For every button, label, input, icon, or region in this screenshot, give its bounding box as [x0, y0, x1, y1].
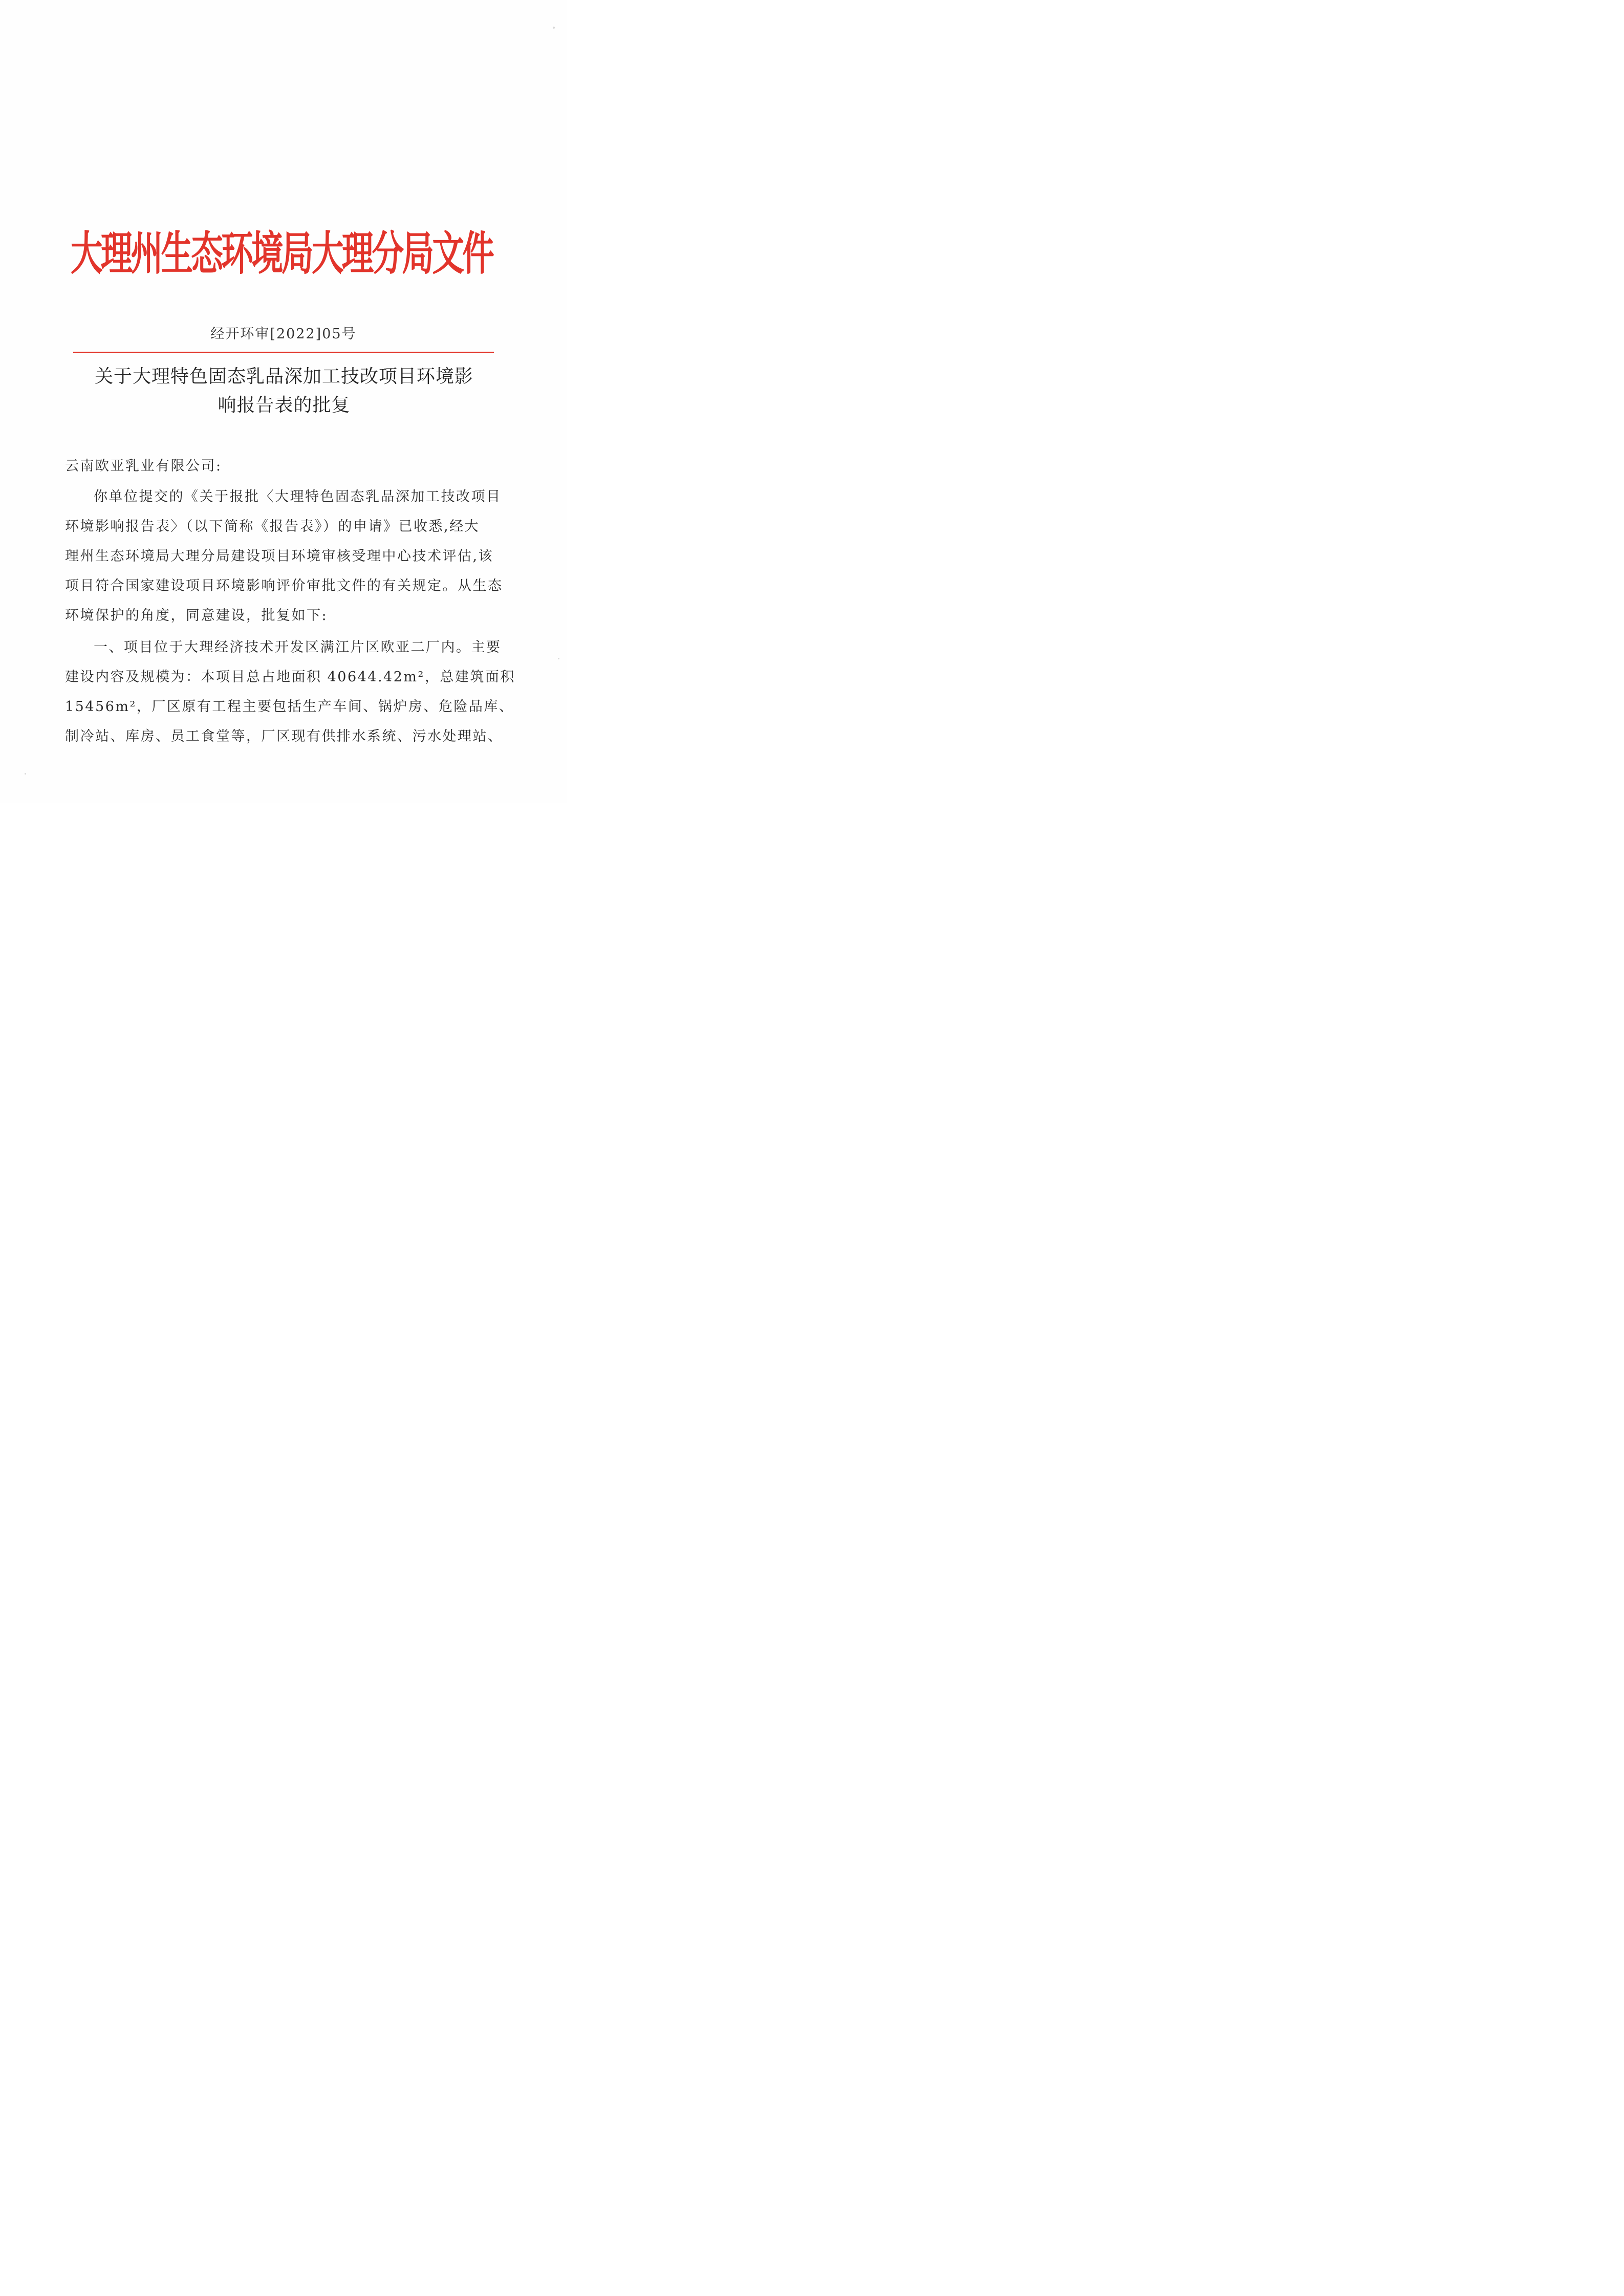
scan-speck — [553, 27, 555, 29]
paragraph-line: 项目符合国家建设项目环境影响评价审批文件的有关规定。从生态 — [65, 578, 503, 594]
scan-speck — [558, 658, 559, 659]
addressee-block — [65, 455, 504, 475]
document-title — [67, 362, 502, 420]
paragraph-line: 环境保护的角度，同意建设，批复如下: — [65, 608, 328, 624]
header-divider — [73, 352, 494, 353]
issuer-masthead — [72, 214, 491, 286]
paragraph-line: 一、项目位于大理经济技术开发区满江片区欧亚二厂内。主要 — [94, 639, 502, 655]
paragraph-line: 你单位提交的《关于报批〈大理特色固态乳品深加工技改项目 — [94, 489, 502, 505]
paragraph-2 — [65, 636, 515, 759]
document-page — [0, 0, 567, 803]
paragraph-line: 15456m²，厂区原有工程主要包括生产车间、锅炉房、危险品库、 — [65, 699, 514, 715]
paragraph-line: 建设内容及规模为：本项目总占地面积 40644.42m²，总建筑面积 — [65, 669, 515, 685]
title-line-1: 关于大理特色固态乳品深加工技改项目环境影 — [94, 366, 473, 387]
addressee: 云南欧亚乳业有限公司: — [65, 458, 222, 474]
issuer-title: 大理州生态环境局大理分局文件 — [70, 227, 493, 281]
paragraph-line: 理州生态环境局大理分局建设项目环境审核受理中心技术评估,该 — [65, 548, 494, 564]
title-line-2: 响报告表的批复 — [218, 395, 351, 416]
paragraph-1 — [65, 485, 504, 634]
paragraph-line: 环境影响报告表〉（以下简称《报告表》）的申请》已收悉,经大 — [65, 519, 480, 534]
paragraph-line: 制冷站、库房、员工食堂等，厂区现有供排水系统、污水处理站、 — [65, 728, 503, 744]
scan-speck — [25, 773, 26, 775]
document-number: 经开环审[2022]05号 — [210, 326, 357, 342]
